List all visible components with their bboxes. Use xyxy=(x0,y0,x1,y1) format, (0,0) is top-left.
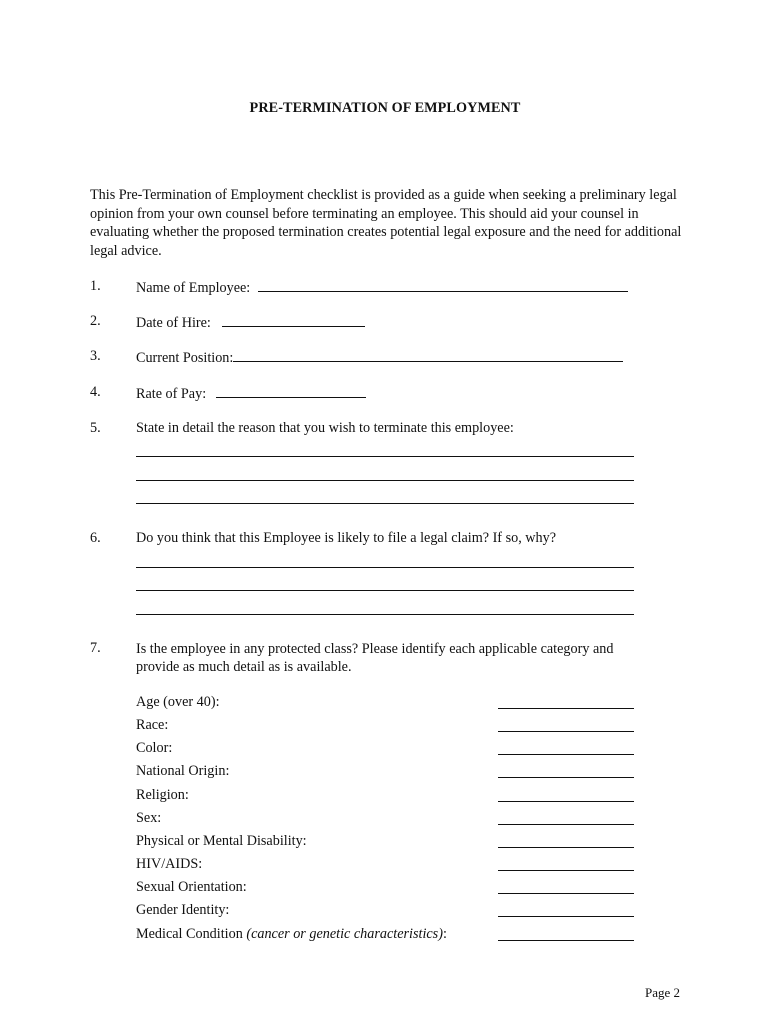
category-field-race[interactable] xyxy=(498,731,634,732)
item-row-4 xyxy=(136,384,366,403)
medical-condition-label: Medical Condition xyxy=(136,926,247,942)
intro-paragraph: This Pre-Termination of Employment checklist is provided as a guide when seeking a preliminary legal opinion from your own counsel before terminating an employee. This should aid your counsel in evaluating whether the proposed termination creates potential legal exposure and the need for additional legal advice. xyxy=(90,187,682,259)
category-label-hiv-aids: HIV/AIDS: xyxy=(136,856,203,872)
category-label-national-origin: National Origin: xyxy=(136,763,230,779)
legal-claim-line-2[interactable] xyxy=(136,590,634,591)
category-field-hiv-aids[interactable] xyxy=(498,870,634,871)
date-of-hire-field[interactable] xyxy=(222,313,365,327)
employee-name-field[interactable] xyxy=(258,278,628,292)
category-label-sex: Sex: xyxy=(136,810,162,826)
legal-claim-line-1[interactable] xyxy=(136,567,634,568)
category-label-medical-condition xyxy=(136,926,447,943)
category-label-color: Color: xyxy=(136,740,173,756)
item-row-1 xyxy=(136,278,628,297)
legal-claim-prompt: Do you think that this Employee is likely to file a legal claim? If so, why? xyxy=(136,530,557,546)
item-number-4: 4. xyxy=(90,384,101,400)
category-field-medical-condition[interactable] xyxy=(498,940,634,941)
date-of-hire-label: Date of Hire: xyxy=(136,315,211,331)
category-label-gender-identity: Gender Identity: xyxy=(136,902,230,918)
category-field-sexual-orientation[interactable] xyxy=(498,893,634,894)
category-field-color[interactable] xyxy=(498,754,634,755)
category-field-disability[interactable] xyxy=(498,847,634,848)
rate-of-pay-label: Rate of Pay: xyxy=(136,386,207,402)
medical-condition-note: (cancer or genetic characteristics) xyxy=(246,926,443,942)
current-position-label: Current Position: xyxy=(136,350,234,366)
page-number: Page 2 xyxy=(645,985,681,1000)
protected-class-prompt: Is the employee in any protected class? Please identify each applicable category and provide as much detail as is available. xyxy=(136,641,614,675)
category-label-race: Race: xyxy=(136,717,169,733)
category-label-religion: Religion: xyxy=(136,787,189,803)
termination-reason-prompt: State in detail the reason that you wish to terminate this employee: xyxy=(136,420,514,436)
category-field-religion[interactable] xyxy=(498,801,634,802)
category-label-age: Age (over 40): xyxy=(136,694,220,710)
item-number-7: 7. xyxy=(90,640,101,656)
medical-condition-colon: : xyxy=(442,926,447,942)
item-number-6: 6. xyxy=(90,530,101,546)
item-number-3: 3. xyxy=(90,348,101,364)
category-field-gender-identity[interactable] xyxy=(498,916,634,917)
termination-reason-line-3[interactable] xyxy=(136,503,634,504)
category-field-age[interactable] xyxy=(498,708,634,709)
item-number-2: 2. xyxy=(90,313,101,329)
current-position-field[interactable] xyxy=(233,348,623,362)
termination-reason-line-1[interactable] xyxy=(136,456,634,457)
rate-of-pay-field[interactable] xyxy=(216,384,366,398)
category-field-sex[interactable] xyxy=(498,824,634,825)
item-row-3 xyxy=(136,348,623,367)
item-number-5: 5. xyxy=(90,420,101,436)
termination-reason-line-2[interactable] xyxy=(136,480,634,481)
page-title: PRE-TERMINATION OF EMPLOYMENT xyxy=(249,100,521,116)
category-label-sexual-orientation: Sexual Orientation: xyxy=(136,879,247,895)
legal-claim-line-3[interactable] xyxy=(136,614,634,615)
category-label-disability: Physical or Mental Disability: xyxy=(136,833,307,849)
item-row-2 xyxy=(136,313,365,332)
employee-name-label: Name of Employee: xyxy=(136,280,251,296)
category-field-national-origin[interactable] xyxy=(498,777,634,778)
item-number-1: 1. xyxy=(90,278,101,294)
